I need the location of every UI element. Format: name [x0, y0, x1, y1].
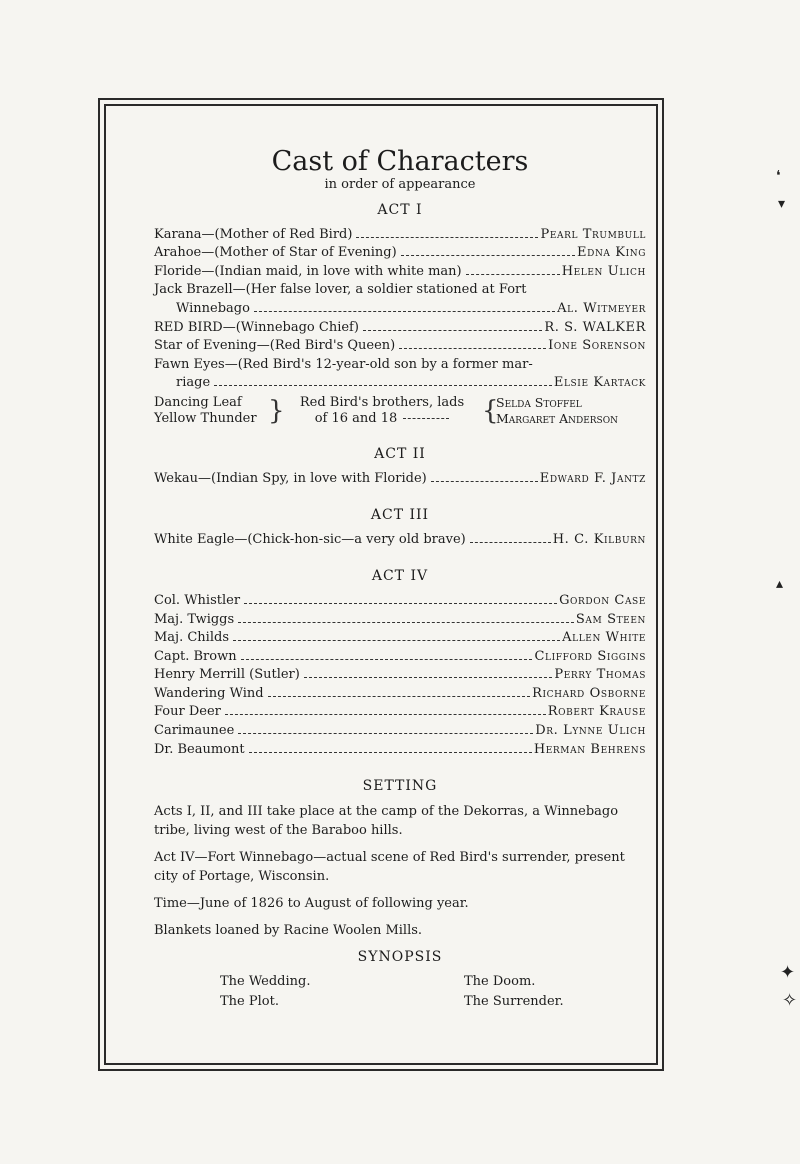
setting-paragraph: Blankets loaned by Racine Woolen Mills.: [154, 922, 423, 938]
act-4-cast-list: [154, 592, 646, 759]
actor-name: Clifford Siggins: [534, 648, 646, 664]
leader-dots: [363, 329, 542, 331]
role-name: Star of Evening—(Red Bird's Queen): [154, 338, 396, 354]
actor-name: Edward F. Jantz: [539, 470, 646, 486]
synopsis-item: The Doom.: [464, 974, 536, 990]
role-name-line2: Winnebago: [176, 300, 250, 316]
cast-row: [154, 703, 646, 722]
cast-row: [154, 722, 646, 741]
cast-row-multiline: [154, 356, 646, 393]
role-name: RED BIRD—(Winnebago Chief): [154, 319, 359, 335]
role-name-line1: Fawn Eyes—(Red Bird's 12-year-old son by a former mar-: [154, 356, 533, 372]
cast-row: [154, 244, 646, 263]
setting-heading: SETTING: [362, 778, 438, 795]
role-description: of 16 and 18: [314, 410, 398, 426]
setting-section: [154, 802, 646, 940]
page-title: Cast of Characters: [271, 146, 529, 177]
actor-name: Herman Behrens: [533, 741, 646, 757]
role-name: Carimaunee: [154, 723, 235, 739]
setting-paragraph: Acts I, II, and III take place at the camp of the Dekorras, a Winnebago tribe, living west of the Baraboo hills.: [154, 803, 619, 838]
role-name: Henry Merrill (Sutler): [154, 667, 300, 683]
leader-dots: [254, 310, 555, 312]
role-name: Yellow Thunder: [154, 410, 257, 426]
scan-speck: ✦: [780, 962, 796, 983]
synopsis-item: The Surrender.: [464, 994, 564, 1010]
role-name: Arahoe—(Mother of Star of Evening): [154, 245, 397, 261]
actor-name: Allen White: [562, 630, 646, 646]
act-4-heading: ACT IV: [371, 568, 429, 585]
cast-row: [154, 648, 646, 667]
actor-name: Selda Stoffel: [496, 394, 582, 410]
brace-glyph: }: [268, 395, 285, 426]
leader-dots: [356, 236, 538, 238]
role-name: Capt. Brown: [154, 648, 237, 664]
cast-row: [154, 226, 646, 245]
leader-dots: [401, 254, 575, 256]
leader-dots: [214, 384, 552, 386]
leader-dots: [241, 658, 533, 660]
role-name: White Eagle—(Chick-hon-sic—a very old brave): [154, 531, 466, 547]
role-name: Four Deer: [154, 704, 221, 720]
actor-name: Gordon Case: [559, 592, 646, 608]
role-name: Dr. Beaumont: [154, 741, 245, 757]
leader-dots: [225, 713, 546, 715]
leader-dots: [238, 621, 574, 623]
leader-dots: [399, 347, 546, 349]
actor-name: Robert Krause: [547, 704, 646, 720]
leader-dots: [470, 541, 551, 543]
actor-name: Helen Ulich: [561, 263, 646, 279]
cast-row: [154, 337, 646, 356]
role-name-line2: riage: [176, 375, 211, 391]
cast-row: [154, 611, 646, 630]
role-name: Maj. Twiggs: [154, 611, 235, 627]
brace-glyph: {: [482, 395, 499, 426]
role-name: Wandering Wind: [154, 685, 264, 701]
leader-dots: [268, 695, 531, 697]
leader-dots: [249, 751, 532, 753]
role-name: Karana—(Mother of Red Bird): [154, 226, 353, 242]
act-2-heading: ACT II: [374, 445, 426, 462]
act-1-cast-list: [154, 226, 646, 427]
synopsis-item: The Plot.: [220, 994, 279, 1010]
role-name: Wekau—(Indian Spy, in love with Floride): [154, 470, 427, 486]
role-name: Floride—(Indian maid, in love with white man): [154, 263, 462, 279]
scan-speck: ▾: [778, 196, 786, 212]
cast-row: [154, 263, 646, 282]
actor-name: Elsie Kartack: [553, 375, 646, 391]
cast-row: [154, 470, 646, 489]
cast-row: [154, 741, 646, 760]
cast-row: [154, 685, 646, 704]
page-subtitle: in order of appearance: [324, 177, 476, 192]
cast-row: [154, 319, 646, 338]
actor-name: Perry Thomas: [554, 667, 646, 683]
setting-paragraph: Time—June of 1826 to August of following year.: [154, 895, 469, 911]
synopsis-item: The Wedding.: [220, 974, 311, 990]
actor-name: Edna King: [577, 245, 646, 261]
actor-name: R. S. WALKER: [544, 319, 646, 335]
cast-row: [154, 531, 646, 550]
scan-speck: ▴: [776, 576, 784, 592]
scan-speck: ✧: [782, 990, 798, 1011]
cast-row: [154, 666, 646, 685]
actor-name: Al. Witmeyer: [557, 300, 646, 316]
role-name-line1: Jack Brazell—(Her false lover, a soldier stationed at Fort: [154, 282, 527, 298]
synopsis-heading: SYNOPSIS: [357, 948, 443, 965]
leader-dots: [244, 602, 557, 604]
actor-name: Ione Sorenson: [548, 338, 646, 354]
scan-speck: ❛: [776, 168, 781, 184]
synopsis-list: [220, 972, 646, 1012]
leader-dots: [238, 732, 533, 734]
leader-dots: [403, 418, 449, 419]
cast-row-multiline: [154, 281, 646, 318]
brothers-row: [154, 395, 646, 427]
role-name: Maj. Childs: [154, 630, 229, 646]
act-3-heading: ACT III: [370, 507, 430, 524]
setting-paragraph: Act IV—Fort Winnebago—actual scene of Red Bird's surrender, present city of Portage, Wisconsin.: [154, 849, 625, 884]
actor-name: H. C. Kilburn: [552, 531, 646, 547]
leader-dots: [304, 676, 553, 678]
actor-name: Sam Steen: [575, 611, 646, 627]
cast-row: [154, 629, 646, 648]
role-description: Red Bird's brothers, lads: [299, 394, 465, 410]
leader-dots: [466, 273, 560, 275]
leader-dots: [431, 480, 538, 482]
actor-name: Richard Osborne: [532, 685, 646, 701]
leader-dots: [233, 639, 560, 641]
role-name: Dancing Leaf: [154, 394, 242, 410]
actor-name: Margaret Anderson: [496, 410, 618, 426]
act-1-heading: ACT I: [377, 202, 423, 218]
role-name: Col. Whistler: [154, 592, 241, 608]
actor-name: Pearl Trumbull: [540, 226, 646, 242]
actor-name: Dr. Lynne Ulich: [535, 723, 646, 739]
cast-row: [154, 592, 646, 611]
program-content: [154, 145, 646, 1012]
